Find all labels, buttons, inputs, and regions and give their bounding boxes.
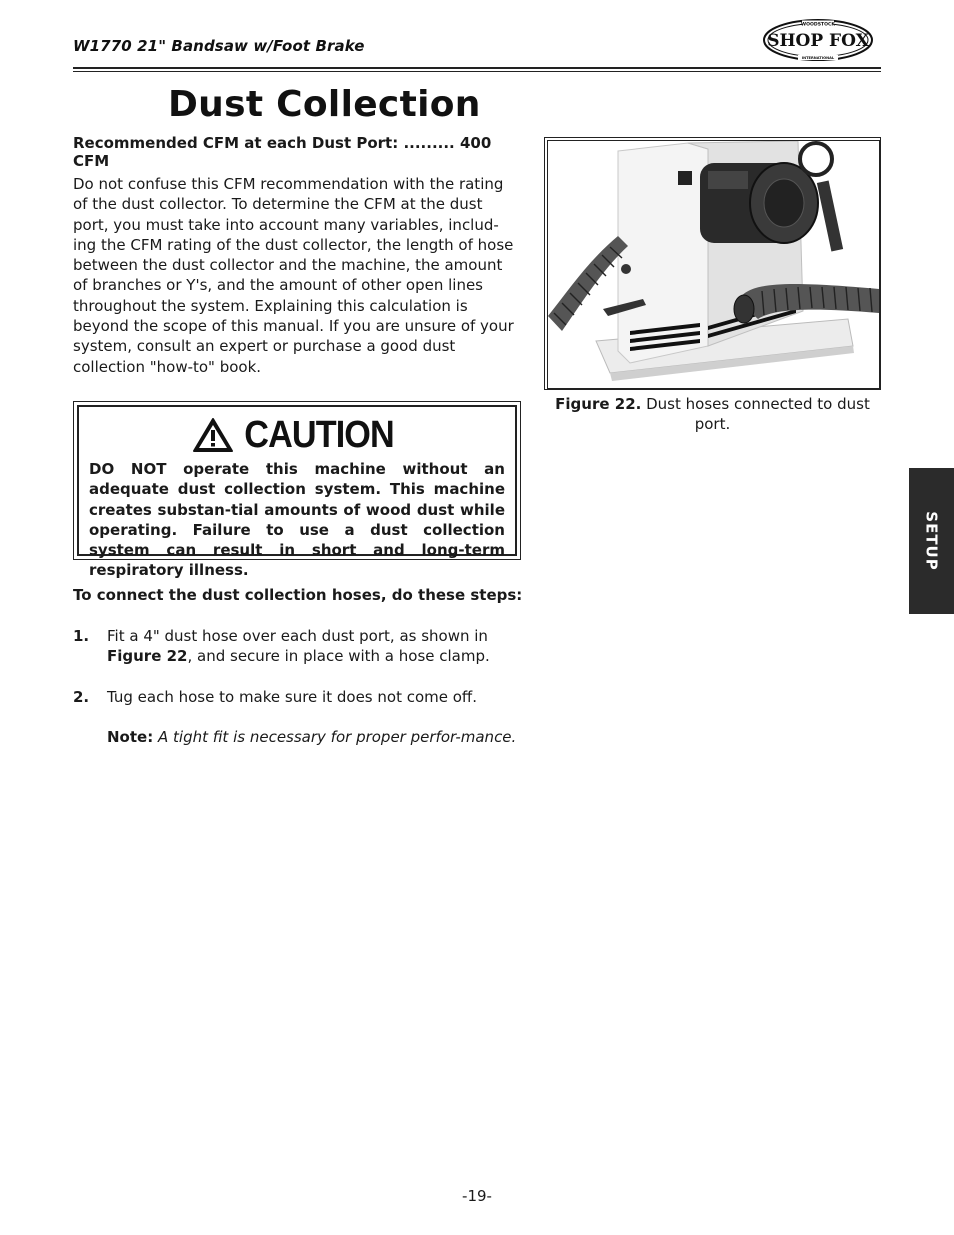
side-tab-label: SETUP [922, 511, 941, 571]
caution-text: DO NOT operate this machine without an adequate dust collection system. This machine creates substan-tial amounts of wood dust while operating. Failure to use a dust collection system can result in short and long-term respiratory illness. [89, 460, 505, 580]
header-rule-thin [73, 71, 881, 72]
steps-intro: To connect the dust collection hoses, do these steps: [73, 586, 523, 604]
figure-caption-text: Dust hoses connected to dust port. [646, 395, 870, 434]
page-number: -19- [462, 1187, 492, 1205]
caution-heading [89, 415, 505, 455]
caution-box [73, 401, 521, 580]
svg-text:WOODSTOCK: WOODSTOCK [801, 22, 835, 28]
figure-22-caption [544, 394, 881, 435]
step-2 [73, 687, 517, 777]
figure-22-photo [547, 140, 880, 389]
figure-label: Figure 22. [555, 395, 642, 413]
shop-fox-logo [762, 18, 874, 62]
warning-triangle-icon [192, 417, 234, 453]
step-text: Tug each hose to make sure it does not come off. Note: A tight fit is necessary for proper perfor-mance. [107, 688, 517, 747]
note-text: A tight fit is necessary for proper perfor-mance. [157, 728, 517, 747]
caution-word: CAUTION [244, 413, 394, 456]
figure-22-frame [544, 137, 881, 390]
step-number: 1. [73, 627, 90, 645]
header-rule-thick [73, 67, 881, 69]
cfm-spec-line: Recommended CFM at each Dust Port: ......... 400 CFM [73, 134, 492, 170]
svg-text:SHOP FOX: SHOP FOX [767, 31, 869, 51]
figure-reference: Figure 22 [107, 647, 188, 666]
step-text: Fit a 4" dust hose over each dust port, as shown in Figure 22, and secure in place with a hose clamp. [107, 627, 490, 666]
note-label: Note: [107, 728, 154, 747]
header-manual-title: W1770 21" Bandsaw w/Foot Brake [73, 37, 365, 55]
svg-text:INTERNATIONAL: INTERNATIONAL [801, 56, 835, 60]
step-number: 2. [73, 688, 90, 706]
step-1 [73, 626, 513, 670]
intro-paragraph: Do not confuse this CFM recommendation with the rating of the dust collector. To determine the CFM at the dust port, you must take into account many variables, includ-ing the CFM rating of the dust collector, the length of hose between the dust collector and the machine, the amount of branches or Y's, and the amount of other open lines throughout the system. Explaining this calculation is beyond the scope of this manual. If you are unsure of your system, consult an expert or purchase a good dust collection "how-to" book. [73, 175, 514, 376]
page-title: Dust Collection [168, 84, 481, 125]
side-tab-setup [909, 468, 954, 614]
caution-box-inner [77, 405, 517, 580]
